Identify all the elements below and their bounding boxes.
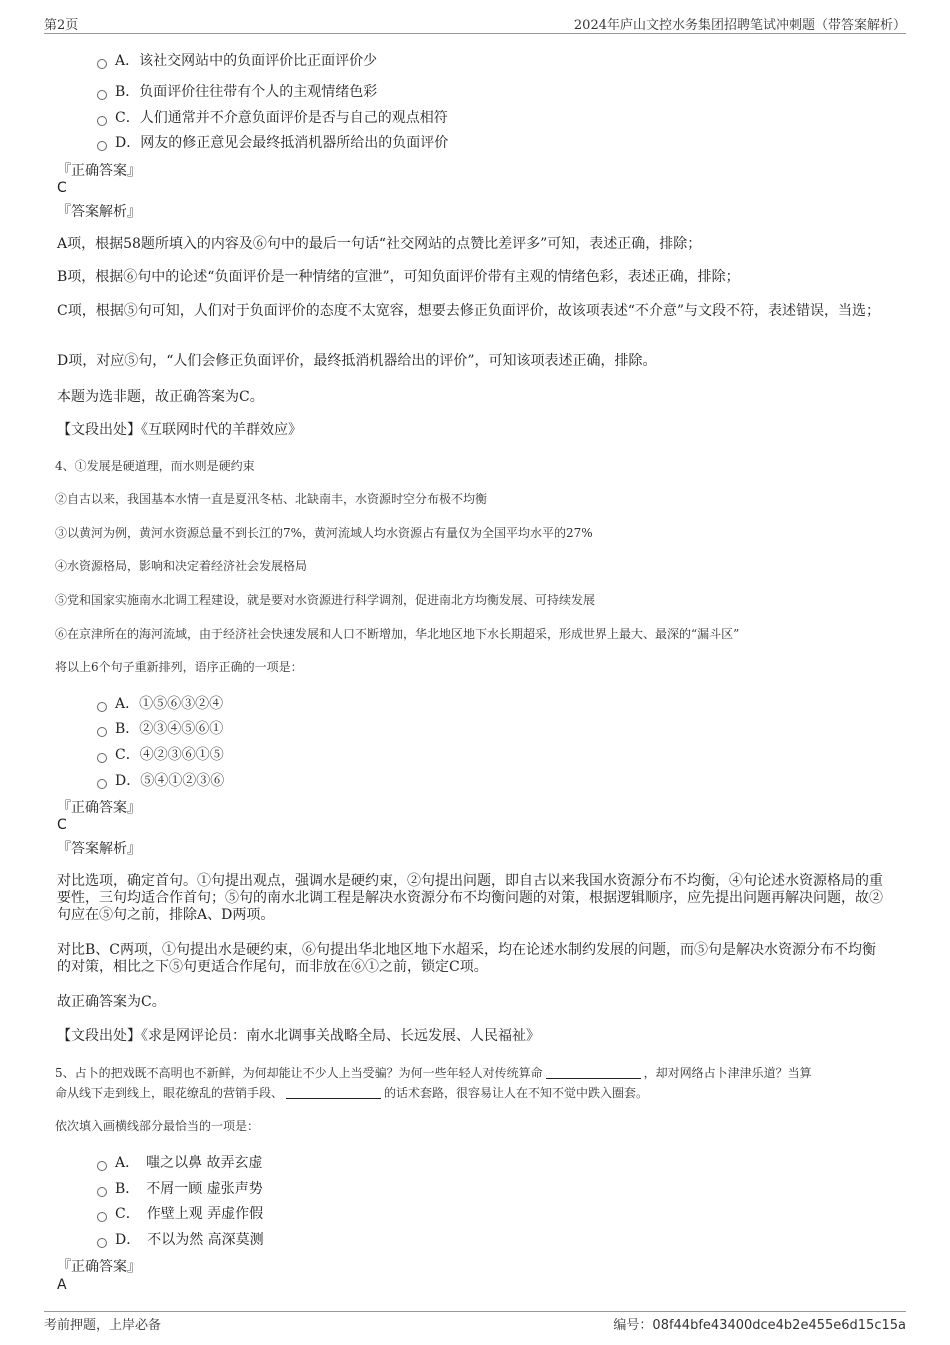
radio-icon	[97, 1212, 107, 1222]
footer-divider	[44, 1311, 906, 1312]
footer-slogan: 考前押题，上岸必备	[44, 1318, 162, 1333]
q3-answer-label: 『正确答案』	[57, 163, 141, 179]
q4-conclusion: 故正确答案为C。	[57, 994, 166, 1010]
page-number: 第2页	[44, 18, 79, 33]
q4-sentence-4: ④水资源格局，影响和决定着经济社会发展格局	[55, 559, 308, 573]
q5-answer: A	[57, 1277, 67, 1293]
q5-prompt: 依次填入画横线部分最恰当的一项是：	[55, 1119, 260, 1133]
radio-icon	[97, 141, 107, 151]
q3-conclusion: 本题为选非题，故正确答案为C。	[57, 389, 264, 405]
q4-sentence-6: ⑥在京津所在的海河流域，由于经济社会快速发展和人口不断增加，华北地区地下水长期超采，形成世界上最大、最深的“漏斗区”	[55, 627, 740, 641]
q3-option-c[interactable]: C．人们通常并不介意负面评价是否与自己的观点相符	[97, 107, 448, 127]
q4-sentence-1: 4、①发展是硬道理，而水则是硬约束	[55, 459, 255, 473]
radio-icon	[97, 90, 107, 100]
radio-icon	[97, 1187, 107, 1197]
radio-icon	[97, 116, 107, 126]
q4-option-d[interactable]: D．⑤④①②③⑥	[97, 770, 224, 790]
radio-icon	[97, 1238, 107, 1248]
q3-analysis-d: D项，对应⑤句，“人们会修正负面评价，最终抵消机器给出的评价”，可知该项表述正确，排除。	[57, 353, 657, 369]
q4-sentence-3: ③以黄河为例，黄河水资源总量不到长江的7%，黄河流域人均水资源占有量仅为全国平均水平的27%	[55, 526, 593, 540]
radio-icon	[97, 753, 107, 763]
q4-option-b[interactable]: B．②③④⑤⑥①	[97, 718, 223, 738]
blank-2	[286, 1086, 381, 1099]
q3-source: 【文段出处】《互联网时代的羊群效应》	[57, 422, 302, 438]
q4-analysis-1: 对比选项，确定首句。①句提出观点，强调水是硬约束，②句提出问题，即自古以来我国水资源分布不均衡，④句论述水资源格局的重要性，三句均适合作首句；⑤句的南水北调工程是解决水资源分布不均衡问题的对策，根据逻辑顺序，应先提出问题再解决问题，故②句应在⑤句之前，排除A、D两项。	[57, 873, 883, 923]
q5-option-d[interactable]: D． 不以为然 高深莫测	[97, 1229, 264, 1249]
q3-option-d[interactable]: D．网友的修正意见会最终抵消机器所给出的负面评价	[97, 132, 448, 152]
q3-option-a[interactable]: A．该社交网站中的负面评价比正面评价少	[97, 50, 377, 70]
q3-option-b[interactable]: B．负面评价往往带有个人的主观情绪色彩	[97, 81, 377, 101]
document-title: 2024年庐山文控水务集团招聘笔试冲刺题（带答案解析）	[573, 18, 906, 33]
q5-option-a[interactable]: A． 嗤之以鼻 故弄玄虚	[97, 1152, 263, 1172]
q4-analysis-label: 『答案解析』	[57, 841, 141, 857]
q4-option-a[interactable]: A．①⑤⑥③②④	[97, 693, 223, 713]
blank-1	[546, 1066, 641, 1079]
header-divider	[44, 33, 906, 34]
q4-answer: C	[57, 817, 67, 833]
q5-stem-line-2: 命从线下走到线上，眼花缭乱的营销手段、 的话术套路，很容易让人在不知不觉中跌入圈套。	[55, 1086, 649, 1100]
q3-analysis-label: 『答案解析』	[57, 204, 141, 220]
radio-icon	[97, 702, 107, 712]
q5-answer-label: 『正确答案』	[57, 1259, 141, 1275]
q3-analysis-c: C项，根据⑤句可知，人们对于负面评价的态度不太宽容，想要去修正负面评价，故该项表述“不介意”与文段不符，表述错误，当选；	[57, 303, 881, 319]
q4-analysis-2: 对比B、C两项，①句提出水是硬约束，⑥句提出华北地区地下水超采，均在论述水制约发展的问题，而⑤句是解决水资源分布不均衡的对策，相比之下⑤句更适合作尾句，而非放在⑥①之前，锁定C项。	[57, 942, 876, 975]
q5-option-c[interactable]: C． 作壁上观 弄虚作假	[97, 1203, 263, 1223]
q4-source: 【文段出处】《求是网评论员：南水北调事关战略全局、长远发展、人民福祉》	[57, 1028, 540, 1044]
radio-icon	[97, 1161, 107, 1171]
q4-prompt: 将以上6个句子重新排列，语序正确的一项是：	[55, 660, 303, 674]
q4-sentence-2: ②自古以来，我国基本水情一直是夏汛冬枯、北缺南丰，水资源时空分布极不均衡	[55, 492, 488, 506]
q3-analysis-b: B项，根据⑥句中的论述“负面评价是一种情绪的宣泄”，可知负面评价带有主观的情绪色彩，表述正确，排除；	[57, 269, 740, 285]
q4-sentence-5: ⑤党和国家实施南水北调工程建设，就是要对水资源进行科学调剂，促进南北方均衡发展、可持续发展	[55, 593, 596, 607]
q4-answer-label: 『正确答案』	[57, 800, 141, 816]
radio-icon	[97, 59, 107, 69]
q3-analysis-a: A项，根据58题所填入的内容及⑥句中的最后一句话“社交网站的点赞比差评多”可知，表述正确，排除；	[57, 236, 702, 252]
radio-icon	[97, 779, 107, 789]
footer-code: 编号：08f44bfe43400dce4b2e455e6d15c15a	[613, 1318, 906, 1333]
q5-option-b[interactable]: B． 不屑一顾 虚张声势	[97, 1178, 263, 1198]
q4-option-c[interactable]: C．④②③⑥①⑤	[97, 744, 224, 764]
q5-stem-line-1: 5、占卜的把戏既不高明也不新鲜，为何却能让不少人上当受骗？为何一些年轻人对传统算命 ，却对网络占卜津津乐道？当算	[55, 1066, 812, 1080]
radio-icon	[97, 727, 107, 737]
q3-answer: C	[57, 180, 67, 196]
